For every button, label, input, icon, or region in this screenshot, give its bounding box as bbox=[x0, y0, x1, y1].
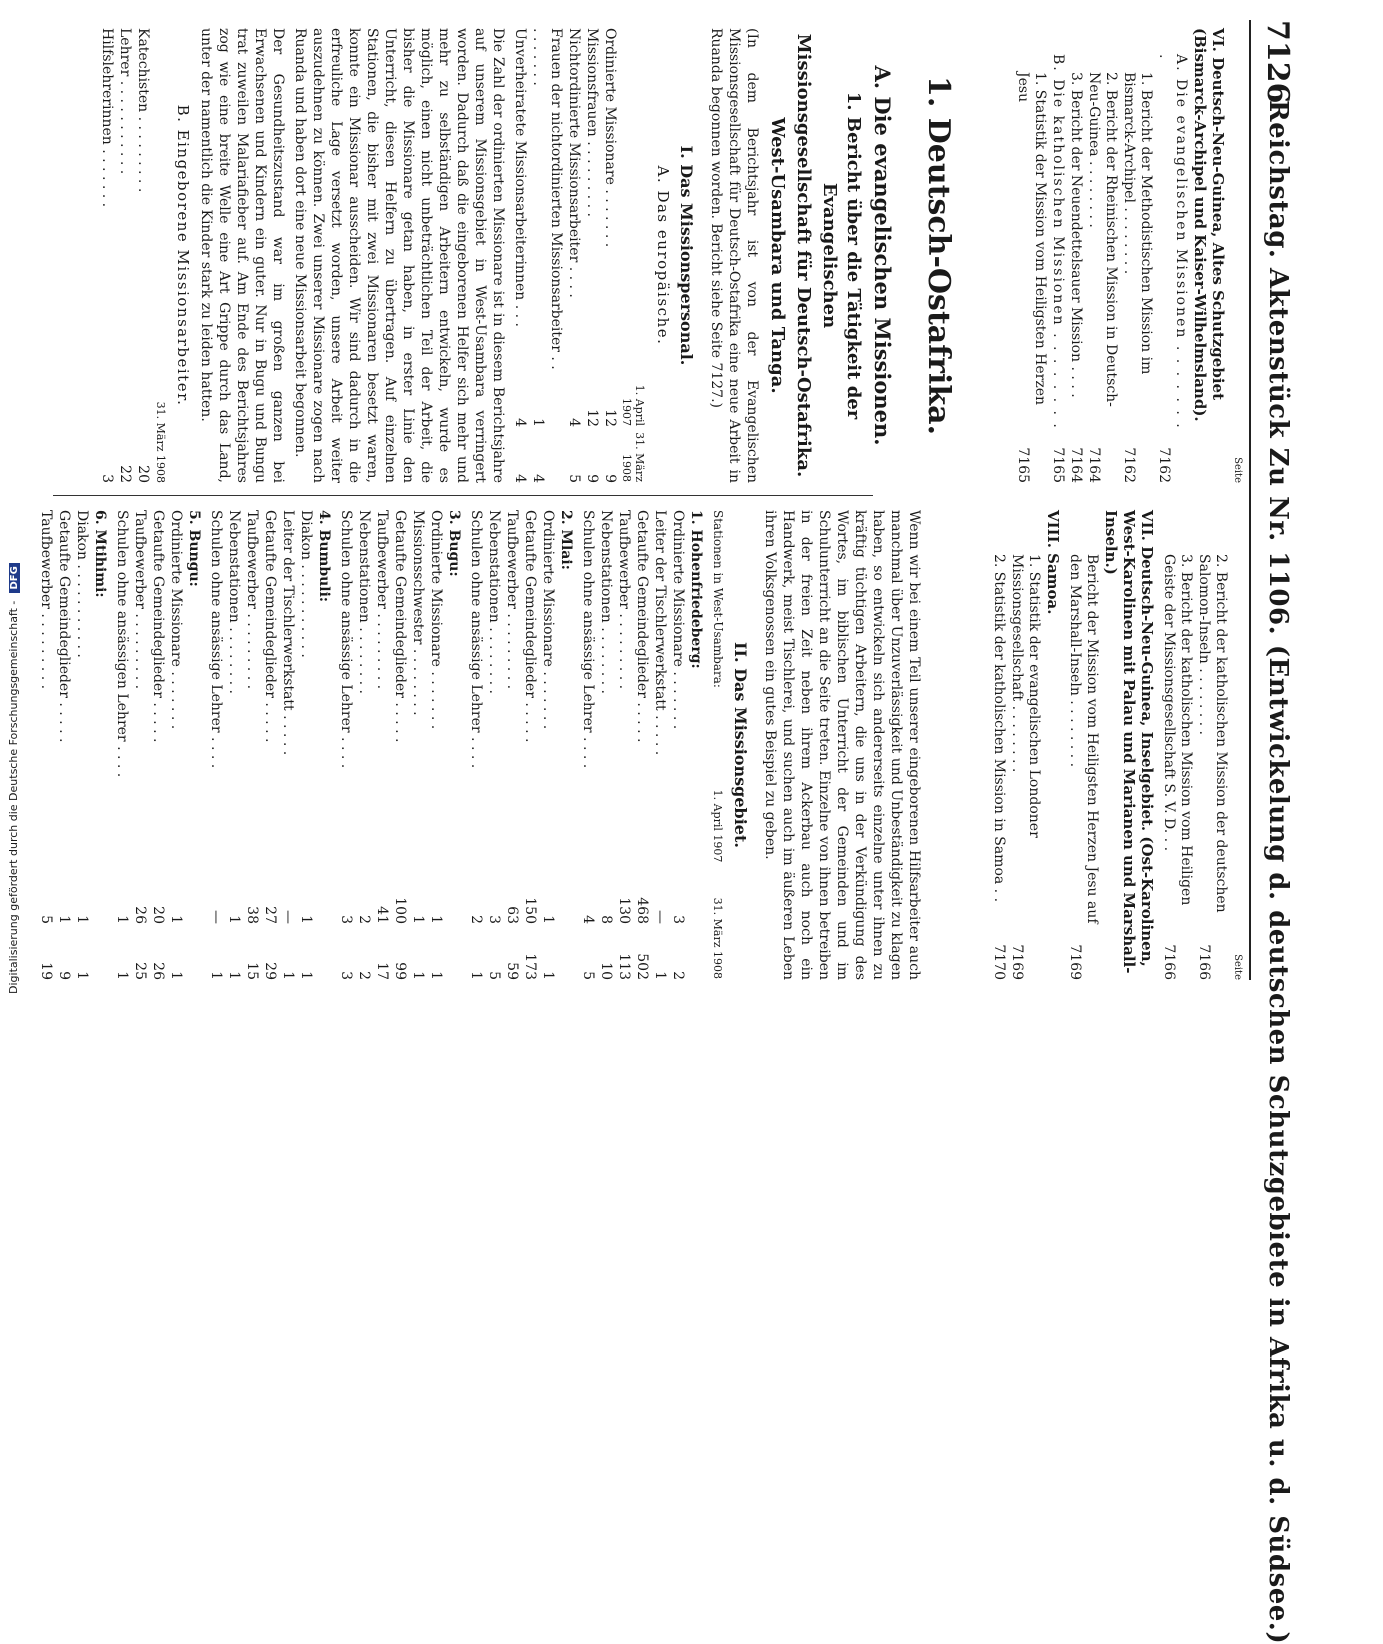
digitization-strip bbox=[2, 563, 21, 994]
toc-entry-label: 1. Statistik der Mission vom Heiligsten Herzen Jesu bbox=[1015, 72, 1048, 406]
spacer bbox=[927, 510, 989, 980]
table-row bbox=[651, 510, 669, 980]
subsection-heading-a: A. Die evangelischen Missionen. bbox=[870, 65, 895, 446]
row-value-1908: 9 bbox=[602, 474, 618, 483]
table-row bbox=[391, 510, 409, 980]
row-value-1907: 41 bbox=[374, 906, 390, 924]
toc-heading-vii: VII. Deutsch-Neu-Guinea, Inselgebiet. (Ost-Karolinen, West-Karolinen mit Palau und Marianen und Marshall-Inseln.) bbox=[1102, 510, 1156, 974]
row-value-1908: 9 bbox=[56, 971, 72, 980]
station-table bbox=[467, 510, 557, 980]
row-value-1907: 12 bbox=[602, 409, 618, 427]
table-row bbox=[149, 510, 167, 980]
stations-list bbox=[37, 510, 705, 980]
table-row bbox=[583, 28, 601, 483]
toc-entry[interactable] bbox=[990, 510, 1007, 980]
digitization-note: Digitalisierung gefördert durch die Deutsche Forschungsgemeinschaft - bbox=[7, 600, 20, 994]
table-row bbox=[207, 510, 225, 980]
row-value-1908: 1 bbox=[652, 971, 668, 980]
row-label: Taufbewerber . . . . . . . . . bbox=[38, 510, 54, 690]
toc-entry-page: 7165 bbox=[1050, 447, 1066, 483]
table-row bbox=[355, 510, 373, 980]
row-label: Schulen ohne ansässigen Lehrer . . . . bbox=[114, 510, 130, 778]
row-label: Schulen ohne ansässige Lehrer . . . . bbox=[468, 510, 484, 769]
row-label: Getaufte Gemeindeglieder . . . . . bbox=[392, 510, 408, 743]
table-row bbox=[116, 28, 134, 483]
row-label: Getaufte Gemeindeglieder . . . . . bbox=[262, 510, 278, 743]
toc-entry[interactable] bbox=[1195, 510, 1229, 980]
table-row bbox=[37, 510, 55, 980]
row-value-1907: 1 bbox=[530, 418, 546, 427]
toc-entry[interactable] bbox=[1085, 28, 1119, 483]
row-value-1907: 130 bbox=[616, 897, 632, 924]
row-value-1907: 4 bbox=[580, 915, 596, 924]
table-row bbox=[55, 510, 73, 980]
table-row bbox=[225, 510, 243, 980]
row-label: Taufbewerber . . . . . . . . . bbox=[244, 510, 260, 690]
toc-entry[interactable] bbox=[1066, 510, 1100, 980]
toc-entry-page: 7162 bbox=[1156, 447, 1172, 483]
digitization-footer bbox=[0, 0, 20, 1000]
table-row bbox=[579, 510, 597, 980]
row-value-1907: — bbox=[208, 910, 224, 924]
row-label: Leiter der Tischlerwerkstatt . . . . . bbox=[280, 510, 296, 756]
row-value-1907: 4 bbox=[566, 418, 582, 427]
row-value-1908: 2 bbox=[670, 971, 686, 980]
table-header-row bbox=[709, 510, 727, 980]
row-value-1908: 29 bbox=[262, 962, 278, 980]
row-value-1907: 5 bbox=[38, 915, 54, 924]
row-value-1908: 1 bbox=[540, 971, 556, 980]
row-value-1908: 502 bbox=[634, 953, 650, 980]
row-value-1908: 5 bbox=[566, 474, 582, 483]
toc-entry-page: 7166 bbox=[1196, 944, 1212, 980]
page-number: 7126 bbox=[1260, 20, 1295, 104]
table-row bbox=[565, 28, 583, 483]
row-value-1908: 3 bbox=[338, 971, 354, 980]
row-label: Nichtordinierte Missionsarbeiter . . . . bbox=[566, 28, 582, 298]
running-title: Reichstag. Aktenstück Zu Nr. 1106. (Entwickelung d. deutschen Schutzgebiete in Afrika u. d. Südsee.) bbox=[1263, 100, 1293, 1644]
row-label: Ordinierte Missionare . . . . . . . bbox=[602, 28, 618, 248]
row-label: Nebenstationen . . . . . . . . bbox=[226, 510, 242, 695]
station-table bbox=[579, 510, 687, 980]
row-label: Getaufte Gemeindeglieder . . . . . bbox=[150, 510, 166, 743]
toc-entry-page: 7169 bbox=[1067, 944, 1083, 980]
header-rule bbox=[1249, 20, 1251, 980]
row-value-1907: 63 bbox=[504, 906, 520, 924]
table-row bbox=[601, 28, 619, 483]
table-header-row bbox=[619, 28, 647, 483]
toc-entry-page: 7165 bbox=[1015, 447, 1031, 483]
toc-heading-viii: VIII. Samoa. bbox=[1044, 510, 1062, 615]
row-label: Getaufte Gemeindeglieder . . . . . bbox=[522, 510, 538, 743]
part-i-a-heading: A. Das europäische. bbox=[654, 165, 672, 346]
table-row bbox=[337, 510, 355, 980]
row-label: Leiter der Tischlerwerkstatt . . . . . bbox=[652, 510, 668, 756]
toc-seite-label: Seite bbox=[1232, 457, 1243, 483]
row-label: Schulen ohne ansässige Lehrer . . . . bbox=[580, 510, 596, 769]
row-value-1907: 1 bbox=[540, 915, 556, 924]
table-row bbox=[131, 510, 149, 980]
row-value-1907: 1 bbox=[168, 915, 184, 924]
row-value-1907: 4 bbox=[512, 418, 528, 427]
row-value-1907: 20 bbox=[150, 906, 166, 924]
row-value-1908: 9 bbox=[584, 474, 600, 483]
body-paragraph-1: Die Zahl der ordinierten Missionare ist in diesem Berichtsjahre auf unserem Missionsgebiet in West-Usambara verringert worden. Dadurch daß die eingeborenen Helfer sich mehr und mehr zu selbständigen Arbeitern entwickeln, wurde es möglich, einen nicht unbeträchtlichen Teil der Arbeit, die bisher die Missionare getan haben, in erster Linie den Unterricht, diesen Helfern zu übertragen. Auf einzelnen Stationen, die bisher mit zwei Missionaren besetzt waren, konnte ein Missionar ausscheiden. Wir sind dadurch in die erfreuliche Lage versetzt worden, unsere Arbeit weiter auszudehnen zu können. Zwei unserer Missionare zogen nach Ruanda und haben dort eine neue Missionsarbeit begonnen. bbox=[292, 28, 506, 483]
row-value-1908: 1 bbox=[168, 971, 184, 980]
intro-paragraph: (In dem Berichtsjahr ist von der Evangelischen Missionsgesellschaft für Deutsch-Ostafrika eine neue Arbeit in Ruanda begonnen worden. Bericht siehe Seite 7127.) bbox=[708, 28, 760, 483]
toc-heading-vi: VI. Deutsch-Neu-Guinea, Altes Schutzgebiet (Bismarck-Archipel und Kaiser-Wilhelmsland). bbox=[1191, 28, 1227, 422]
table-row bbox=[279, 510, 297, 980]
row-label: Ordinierte Missionare . . . . . . . bbox=[670, 510, 686, 730]
row-value: 22 bbox=[117, 465, 133, 483]
part-i-b-heading: B. Eingeborene Missionsarbeiter. bbox=[174, 104, 192, 407]
helpers-paragraph: Wenn wir bei einem Teil unserer eingeborenen Hilfsarbeiter auch manchmal über Unzuverlässigkeit und Unbeständigkeit zu klagen haben, so entwickeln sich andererseits einzelne unter ihnen zu kräftig tüchtigen Arbeitern, die uns in der Verkündigung des Wortes, im biblischen Unterricht der Gemeinden und im Schulunterricht an die Seite treten. Einzelne von ihnen betreiben in der freien Zeit neben ihrem Ackerbau auch noch ein Handwerk, meist Tischlerei, und suchen auch im äußeren Leben ihren Volksgenossen ein gutes Beispiel zu geben. bbox=[762, 510, 922, 980]
toc-entry-label: 1. Statistik der evangelischen Londoner Missionsgesellschaft . . . . . . . . bbox=[1009, 554, 1042, 838]
table-row bbox=[297, 510, 315, 980]
row-value-1908: 1 bbox=[74, 971, 90, 980]
row-label: Ordinierte Missionare . . . . . . . bbox=[168, 510, 184, 730]
row-label: Lehrer . . . . . . . . . . . bbox=[117, 28, 133, 175]
row-value-1907: 26 bbox=[132, 906, 148, 924]
row-label: Getaufte Gemeindeglieder . . . . . bbox=[634, 510, 650, 743]
station-title: 4. Bumbuli: bbox=[316, 510, 332, 603]
row-value-1907: 150 bbox=[522, 897, 538, 924]
row-value-1907: 1 bbox=[114, 915, 130, 924]
station-title: 3. Bugu: bbox=[446, 510, 462, 577]
row-label: Ordinierte Missionare . . . . . . . bbox=[428, 510, 444, 730]
toc-entry-page: 7162 bbox=[1121, 447, 1137, 483]
row-value-1908: 15 bbox=[244, 962, 260, 980]
native-date-caption: 31. März 1908 bbox=[154, 401, 167, 483]
row-label: Katechisten . . . . . . . . . bbox=[135, 28, 151, 193]
column-header-1908: 31. März 1908 bbox=[711, 897, 725, 979]
row-value-1907: 468 bbox=[634, 897, 650, 924]
toc-entry-page: 7170 bbox=[991, 944, 1007, 980]
row-value-1907: 8 bbox=[598, 915, 614, 924]
row-value-1907: 1 bbox=[428, 915, 444, 924]
row-value-1908: 10 bbox=[598, 962, 614, 980]
row-value-1907: 1 bbox=[56, 915, 72, 924]
table-row bbox=[511, 28, 529, 483]
row-label: Taufbewerber . . . . . . . . . bbox=[374, 510, 390, 690]
table-row bbox=[373, 510, 391, 980]
row-label: Taufbewerber . . . . . . . . . bbox=[132, 510, 148, 690]
station-title: 5. Bungu: bbox=[186, 510, 202, 587]
native-workers-table bbox=[98, 28, 152, 483]
row-value-1907: — bbox=[280, 910, 296, 924]
row-value: 3 bbox=[99, 474, 115, 483]
toc-entry-page: 7164 bbox=[1068, 447, 1084, 483]
row-label: Missionsschwester . . . . . . . . bbox=[410, 510, 426, 716]
row-value-1908: 2 bbox=[356, 971, 372, 980]
section-heading: 1. Deutsch-Ostafrika. bbox=[921, 75, 956, 436]
column-header-1907: 1. April 1907 bbox=[711, 789, 725, 863]
part-i-heading: I. Das Missionspersonal. bbox=[677, 145, 696, 366]
station-table bbox=[337, 510, 445, 980]
row-label: Hilfslehrerinnen . . . . . . . bbox=[99, 28, 115, 208]
row-label: Ordinierte Missionare . . . . . . . bbox=[540, 510, 556, 730]
table-row bbox=[521, 510, 539, 980]
row-value-1908: 17 bbox=[374, 962, 390, 980]
column-header-1907: 1. April 1907 bbox=[620, 384, 646, 426]
row-value-1908: 26 bbox=[150, 962, 166, 980]
toc-entry[interactable] bbox=[1155, 28, 1189, 483]
row-value-1908: 59 bbox=[504, 962, 520, 980]
part-ii-heading: II. Das Missionsgebiet. bbox=[731, 642, 750, 848]
table-row bbox=[409, 510, 427, 980]
row-label: Frauen der nichtordinierten Missionsarbeiter . . . . . . . . . bbox=[530, 28, 564, 370]
page-header bbox=[1255, 20, 1295, 1644]
toc-entry-page: 7164 bbox=[1086, 447, 1102, 483]
toc-entry-label: 1. Bericht der Methodistischen Mission im Bismarck-Archipel . . . . . . . . bbox=[1121, 72, 1154, 375]
toc-entry-label: 2. Bericht der katholischen Mission der deutschen Salomon-Inseln . . . . . . . . bbox=[1196, 554, 1229, 913]
table-row bbox=[597, 510, 615, 980]
row-value-1908: 25 bbox=[132, 962, 148, 980]
row-value-1907: 1 bbox=[410, 915, 426, 924]
toc-entry[interactable] bbox=[1014, 28, 1048, 483]
row-value-1908: 1 bbox=[298, 971, 314, 980]
stations-caption: Stationen in West-Usambara: bbox=[711, 510, 725, 688]
row-value-1908: 1 bbox=[208, 971, 224, 980]
row-value: 20 bbox=[135, 465, 151, 483]
station-title: 6. Mtihimi: bbox=[92, 510, 108, 598]
row-value-1908: 19 bbox=[38, 962, 54, 980]
row-value-1907: 3 bbox=[670, 915, 686, 924]
row-value-1908: 1 bbox=[280, 971, 296, 980]
row-value-1907: 100 bbox=[392, 897, 408, 924]
toc-entry-page: 7166 bbox=[1161, 944, 1177, 980]
row-value-1908: 1 bbox=[114, 971, 130, 980]
table-row bbox=[633, 510, 651, 980]
row-value-1907: 3 bbox=[338, 915, 354, 924]
row-value-1908: 4 bbox=[530, 474, 546, 483]
row-value-1907: 27 bbox=[262, 906, 278, 924]
report-title-line-2: Missionsgesellschaft für Deutsch-Ostafrika. bbox=[793, 33, 814, 478]
right-column bbox=[38, 510, 1243, 980]
station-title: 1. Hohenfriedeberg: bbox=[688, 510, 704, 669]
row-value-1908: 1 bbox=[226, 971, 242, 980]
row-label: Nebenstationen . . . . . . . . bbox=[486, 510, 502, 695]
row-label: Unverheiratete Missionsarbeiterinnen . . . bbox=[512, 28, 528, 327]
table-row bbox=[261, 510, 279, 980]
row-label: Taufbewerber . . . . . . . . . bbox=[616, 510, 632, 690]
body-paragraph-2: Der Gesundheitszustand war im großen ganzen bei Erwachsenen und Kindern ein guter. Nur in Bugu und Bungu trat zuweilen Malariafieber auf. Am Ende des Berichtsjahres zog wie eine breite Welle eine Art Grippe durch das Land, unter der namentlich die Kinder stark zu leiden hatten. bbox=[198, 28, 286, 483]
row-value-1907: 2 bbox=[356, 915, 372, 924]
row-value-1907: 3 bbox=[486, 915, 502, 924]
toc-entry-label: A. Die evangelischen Missionen . . . . . . . . bbox=[1156, 54, 1189, 430]
table-row bbox=[73, 510, 91, 980]
row-label: Diakon . . . . . . . . . . . bbox=[298, 510, 314, 658]
station-table bbox=[207, 510, 315, 980]
table-row bbox=[529, 28, 565, 483]
row-value-1907: 12 bbox=[584, 409, 600, 427]
row-value-1907: 2 bbox=[468, 915, 484, 924]
toc-entry-label: B. Die katholischen Missionen . . . . . . . . bbox=[1050, 54, 1066, 430]
toc-entry[interactable] bbox=[1049, 28, 1066, 483]
row-value-1907: 38 bbox=[244, 906, 260, 924]
report-title-line-1: 1. Bericht über die Tätigkeit der Evangelischen bbox=[819, 91, 864, 420]
row-value-1908: 99 bbox=[392, 962, 408, 980]
toc-entry-label: Bericht der Mission vom Heiligsten Herzen Jesu auf den Marshall-Inseln . . . . . . . . bbox=[1067, 554, 1100, 924]
toc-entry-label: 2. Bericht der Rheinischen Mission in Deutsch-Neu-Guinea . . . . . . . . bbox=[1086, 72, 1119, 407]
european-personnel-table bbox=[511, 28, 647, 483]
row-value-1908: 173 bbox=[522, 953, 538, 980]
toc-entry[interactable] bbox=[1067, 28, 1084, 483]
row-value-1908: 5 bbox=[580, 971, 596, 980]
table-row bbox=[485, 510, 503, 980]
stations-header-table bbox=[709, 510, 727, 980]
row-label: Nebenstationen . . . . . . . . bbox=[356, 510, 372, 695]
row-label: Taufbewerber . . . . . . . . . bbox=[504, 510, 520, 690]
row-label: Diakon . . . . . . . . . . . bbox=[74, 510, 90, 658]
row-value-1908: 4 bbox=[512, 474, 528, 483]
left-column bbox=[43, 28, 1243, 483]
table-row bbox=[615, 510, 633, 980]
table-row bbox=[167, 510, 185, 980]
station-table bbox=[37, 510, 91, 980]
row-value-1907: — bbox=[652, 910, 668, 924]
row-label: Schulen ohne ansässige Lehrer . . . . bbox=[208, 510, 224, 769]
toc-entry[interactable] bbox=[1008, 510, 1042, 980]
row-label: Schulen ohne ansässige Lehrer . . . . bbox=[338, 510, 354, 769]
row-label: Nebenstationen . . . . . . . . bbox=[598, 510, 614, 695]
toc-entry[interactable] bbox=[1120, 28, 1154, 483]
table-row bbox=[98, 28, 116, 483]
row-value-1908: 5 bbox=[486, 971, 502, 980]
table-row bbox=[427, 510, 445, 980]
table-row bbox=[113, 510, 131, 980]
table-row bbox=[539, 510, 557, 980]
document-page bbox=[13, 0, 1313, 1644]
region-title: West-Usambara und Tanga. bbox=[767, 117, 788, 394]
toc-entry-label: 3. Bericht der katholischen Mission vom Heiligen Geiste der Missionsgesellschaft S. V. D. . . bbox=[1161, 554, 1194, 906]
row-value-1908: 1 bbox=[410, 971, 426, 980]
toc-entry-label: 2. Statistik der katholischen Mission in Samoa . . bbox=[991, 554, 1007, 903]
station-table bbox=[113, 510, 185, 980]
dfg-logo: DFG bbox=[9, 563, 20, 592]
column-divider bbox=[53, 495, 873, 496]
toc-entry[interactable] bbox=[1160, 510, 1194, 980]
row-value-1907: 1 bbox=[74, 915, 90, 924]
table-row bbox=[134, 28, 152, 483]
table-row bbox=[243, 510, 261, 980]
row-value-1908: 113 bbox=[616, 953, 632, 980]
row-label: Getaufte Gemeindeglieder . . . . . bbox=[56, 510, 72, 743]
toc-seite-label: Seite bbox=[1232, 954, 1243, 980]
column-header-1908: 31. März 1908 bbox=[620, 432, 646, 482]
toc-entry-page: 7169 bbox=[1009, 944, 1025, 980]
row-value-1908: 1 bbox=[428, 971, 444, 980]
row-value-1907: 1 bbox=[226, 915, 242, 924]
table-row bbox=[669, 510, 687, 980]
table-row bbox=[467, 510, 485, 980]
row-value-1908: 1 bbox=[468, 971, 484, 980]
row-value-1907: 1 bbox=[298, 915, 314, 924]
station-title: 2. Mlai: bbox=[558, 510, 574, 570]
toc-entry-label: 3. Bericht der Neuendettelsauer Mission . . . . bbox=[1068, 72, 1084, 398]
row-label: Missionsfrauen . . . . . . . . . bbox=[584, 28, 600, 217]
table-row bbox=[503, 510, 521, 980]
